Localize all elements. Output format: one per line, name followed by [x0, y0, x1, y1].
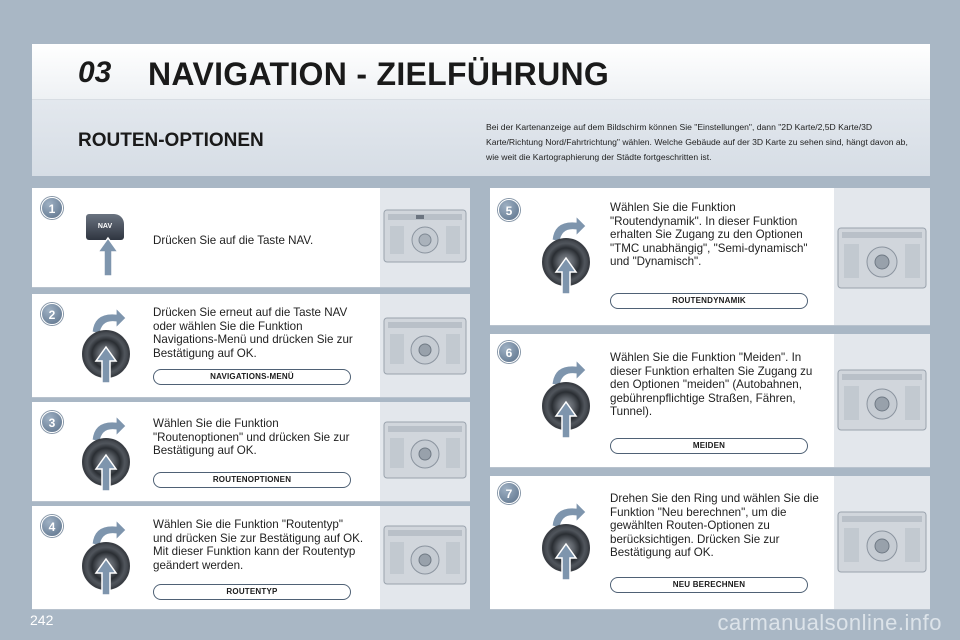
step-text-1: Drücken Sie auf die Taste NAV. — [153, 234, 314, 247]
page-title: NAVIGATION - ZIELFÜHRUNG — [148, 56, 610, 92]
radio-panel-icon — [380, 188, 470, 287]
radio-panel-drawing — [380, 402, 470, 502]
radio-panel-drawing — [834, 334, 930, 468]
step-text-6: Wählen Sie die Funktion "Meiden". In dieser Funktion erhalten Sie Zugang zu den Optionen "meiden" (Autobahnen, gebührenpflichtige Straßen, Fähren, Tunnel). — [610, 351, 813, 418]
arrow-up-icon — [94, 345, 118, 385]
routendynamik-button[interactable]: ROUTENDYNAMIK — [610, 293, 808, 309]
radio-panel-icon — [380, 402, 470, 501]
arrow-up-icon — [554, 256, 578, 296]
step-number-1: 1 — [41, 197, 63, 219]
step-number-4: 4 — [41, 515, 63, 537]
radio-panel-icon — [834, 188, 930, 325]
step-text-5: Wählen Sie die Funktion "Routendynamik". In dieser Funktion erhalten Sie Zugang zu den Optionen "TMC unabhängig", "Semi-dynamisch" und "Dynamisch". — [610, 201, 808, 268]
neu-berechnen-button[interactable]: NEU BERECHNEN — [610, 577, 808, 593]
step-number-2: 2 — [41, 303, 63, 325]
radio-panel-icon — [834, 476, 930, 609]
page-number: 242 — [30, 612, 54, 628]
radio-panel-drawing — [380, 506, 470, 610]
section-title: ROUTEN-OPTIONEN — [78, 130, 264, 151]
step-number-5: 5 — [498, 199, 520, 221]
radio-panel-drawing — [834, 476, 930, 610]
step-text-4: Wählen Sie die Funktion "Routentyp" und drücken Sie zur Bestätigung auf OK. Mit dieser Funktion kann der Routentyp geändert werden. — [153, 518, 364, 572]
watermark: carmanualsonline.info — [717, 610, 942, 635]
chapter-number: 03 — [78, 56, 112, 89]
arrow-up-icon — [94, 453, 118, 493]
arrow-up-icon — [554, 400, 578, 440]
routentyp-button[interactable]: ROUTENTYP — [153, 584, 351, 600]
step-text-2: Drücken Sie erneut auf die Taste NAV oder wählen Sie die Funktion Navigations-Menü und drücken Sie zur Bestätigung auf OK. — [153, 306, 353, 360]
radio-panel-drawing — [380, 188, 470, 288]
intro-text: Bei der Kartenanzeige auf dem Bildschirm können Sie "Einstellungen", dann "2D Karte/2,5D Karte/3D Karte/Richtung Nord/Fahrtrichtung" wählen. Welche Gebäude auf der 3D Karte zu sehen sind, hängt davon ab, wie weit die Kartographierung der Städte fortgeschritten ist. — [486, 122, 908, 162]
arrow-up-icon — [554, 542, 578, 582]
step-number-6: 6 — [498, 341, 520, 363]
radio-panel-icon — [834, 334, 930, 467]
routenoptionen-button[interactable]: ROUTENOPTIONEN — [153, 472, 351, 488]
step-text-7: Drehen Sie den Ring und wählen Sie die Funktion "Neu berechnen", um die gewählten Routen-Optionen zu berücksichtigen. Drücken Sie zur Bestätigung auf OK. — [610, 492, 819, 559]
radio-panel-drawing — [380, 294, 470, 398]
step-number-3: 3 — [41, 411, 63, 433]
step-text-3: Wählen Sie die Funktion "Routenoptionen" und drücken Sie zur Bestätigung auf OK. — [153, 417, 350, 457]
navigations-menu-button[interactable]: NAVIGATIONS-MENÜ — [153, 369, 351, 385]
meiden-button[interactable]: MEIDEN — [610, 438, 808, 454]
step-number-7: 7 — [498, 482, 520, 504]
arrow-up-icon — [94, 557, 118, 597]
radio-panel-icon — [380, 294, 470, 397]
nav-key-label: NAV — [97, 223, 113, 230]
arrow-up-icon — [96, 236, 120, 278]
radio-panel-icon — [380, 506, 470, 609]
radio-panel-drawing — [834, 188, 930, 326]
